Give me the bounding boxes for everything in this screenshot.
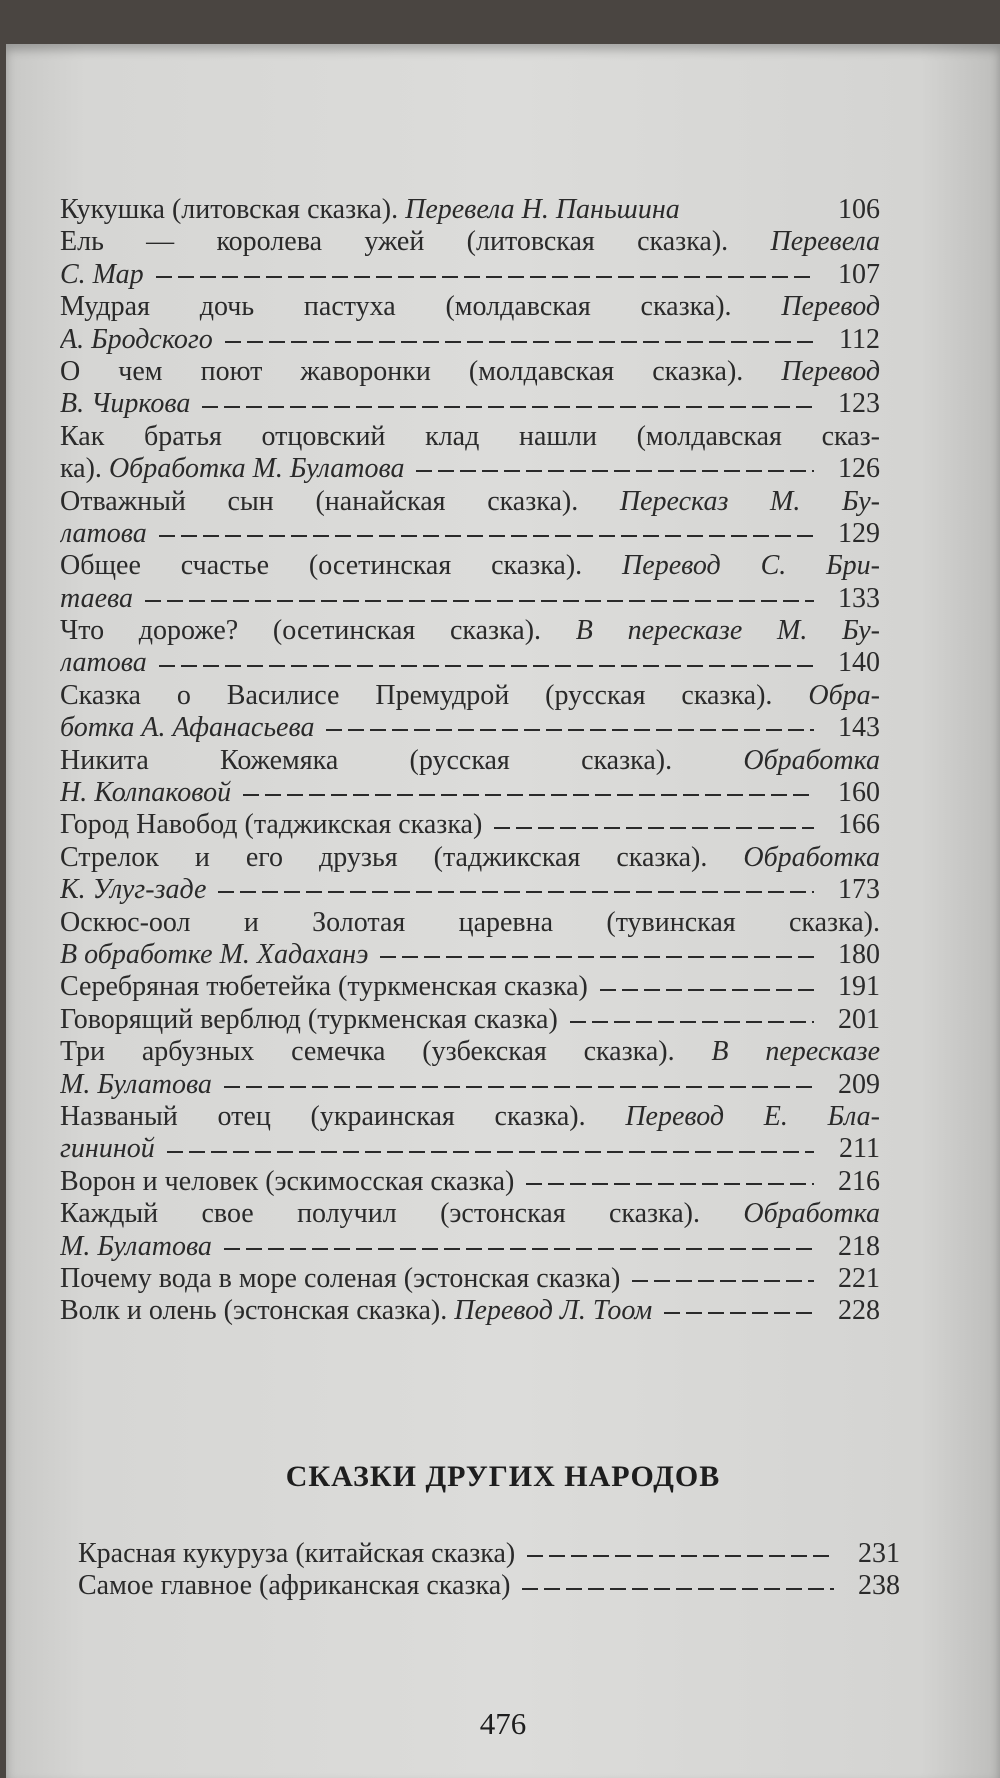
entry-title: Самое главное (африканская сказка) (78, 1570, 511, 1602)
toc-entry-text (60, 939, 368, 971)
toc-entry-text (60, 1198, 880, 1230)
dot-leader (526, 1183, 814, 1185)
entry-credit-cont: М. Булатова (60, 1230, 212, 1262)
entry-title: Как братья отцовский клад нашли (молдавская сказ- (60, 420, 880, 452)
toc-entry (60, 194, 880, 226)
toc-entry (78, 1570, 900, 1602)
entry-credit: Перевод (731, 291, 880, 323)
entry-title: Каждый свое получил (эстонская сказка). (60, 1198, 700, 1230)
page-ref: 129 (838, 517, 880, 549)
entry-credit-cont: А. Бродского (60, 323, 213, 355)
entry-credit: Обработка (700, 1198, 880, 1230)
dot-leader (156, 276, 814, 278)
toc-entry (60, 1263, 880, 1295)
toc-entry-line (60, 777, 880, 809)
toc-entry-line (60, 1069, 880, 1101)
toc-entry-line (60, 647, 880, 679)
entry-credit: Перевод (743, 355, 880, 387)
entry-title: Что дороже? (осетинская сказка). (60, 615, 542, 647)
toc-entry-text (60, 1166, 514, 1198)
dot-leader (145, 600, 814, 602)
toc-entry-line (60, 939, 880, 971)
toc-entry-text (60, 1133, 155, 1165)
entry-credit-cont: таева (60, 582, 133, 614)
toc-entry-line (60, 291, 880, 323)
toc-entry (78, 1538, 900, 1570)
entry-credit: Пересказ М. Бу- (578, 485, 880, 517)
toc-entry (60, 809, 880, 841)
toc-entry-line (60, 907, 880, 939)
entry-credit: Обработка (672, 744, 880, 776)
toc-entry-line (60, 874, 880, 906)
toc-entry-text (78, 1570, 510, 1602)
entry-title: Три арбузных семечка (узбекская сказка). (60, 1036, 675, 1068)
toc-entry-line (60, 486, 880, 518)
page-ref: 228 (838, 1295, 880, 1327)
toc-entry-line (60, 453, 880, 485)
entry-credit: Перевела (728, 226, 880, 258)
entry-credit: Перевод Е. Бла- (585, 1100, 880, 1132)
page-ref: 107 (838, 258, 880, 290)
toc-entry-line (60, 518, 880, 550)
dot-leader (570, 1021, 814, 1023)
page-ref: 166 (838, 809, 880, 841)
toc-entry-line (60, 1036, 880, 1068)
toc-entry (60, 1295, 880, 1327)
toc-entry-text (60, 777, 231, 809)
page-ref: 123 (838, 388, 880, 420)
toc-entry-text (60, 259, 144, 291)
entry-credit: Обработка (707, 841, 880, 873)
dot-leader (243, 794, 814, 796)
entry-title: Мудрая дочь пастуха (молдавская сказка). (60, 291, 732, 323)
toc-entry-line (60, 550, 880, 582)
toc-entry-text (60, 1263, 620, 1295)
toc-entry (60, 1166, 880, 1198)
toc-entry-line (60, 388, 880, 420)
entry-credit: В пересказе (674, 1036, 880, 1068)
page-ref: 209 (838, 1068, 880, 1100)
page-ref: 133 (838, 582, 880, 614)
entry-credit-cont: К. Улуг-заде (60, 874, 207, 906)
toc-entry-text (78, 1538, 515, 1570)
dot-leader (202, 406, 814, 408)
page-ref: 173 (838, 874, 880, 906)
dot-leader (224, 1248, 814, 1250)
entry-title: Почему вода в море соленая (эстонская сказка) (60, 1262, 621, 1294)
toc-entry-text (60, 453, 404, 485)
page-ref: 112 (839, 323, 880, 355)
entry-credit-cont: латова (60, 647, 147, 679)
toc-entry-line (60, 1231, 880, 1263)
toc-entry-text (60, 388, 190, 420)
dot-leader (664, 1312, 814, 1314)
table-of-contents-other-peoples (78, 1538, 900, 1603)
page-ref: 218 (838, 1230, 880, 1262)
entry-credit-cont: М. Булатова (60, 1068, 212, 1100)
entry-credit-cont: С. Мар (60, 258, 144, 290)
entry-title: Говорящий верблюд (туркменская сказка) (60, 1003, 558, 1035)
entry-credit-cont: гининой (60, 1133, 155, 1165)
toc-entry (60, 971, 880, 1003)
toc-entry (60, 1004, 880, 1036)
entry-title: Общее счастье (осетинская сказка). (60, 550, 583, 582)
page-ref: 180 (838, 938, 880, 970)
dot-leader (527, 1555, 834, 1557)
toc-entry-text (60, 583, 133, 615)
toc-entry-text (60, 291, 880, 323)
dot-leader (167, 1151, 814, 1153)
toc-entry-text (60, 550, 880, 582)
page-ref: 126 (838, 453, 880, 485)
dot-leader (522, 1588, 834, 1590)
toc-entry-text (60, 1069, 212, 1101)
toc-entry-line (60, 324, 880, 356)
dot-leader (380, 956, 814, 958)
dot-leader (600, 989, 814, 991)
toc-entry-text (60, 486, 880, 518)
page-ref: 140 (838, 647, 880, 679)
entry-credit: Перевод С. Бри- (582, 550, 880, 582)
dot-leader (218, 891, 814, 893)
toc-entry-text (60, 615, 880, 647)
page-ref: 143 (838, 712, 880, 744)
toc-entry-text (60, 356, 880, 388)
entry-title: Волк и олень (эстонская сказка). (60, 1295, 448, 1327)
toc-entry-line (60, 583, 880, 615)
toc-entry-text (60, 226, 880, 258)
toc-entry-text (60, 971, 588, 1003)
entry-title: Оскюс-оол и Золотая царевна (тувинская сказка). (60, 906, 880, 938)
entry-credit: Перевела Н. Паньшина (398, 194, 680, 225)
page-ref: 216 (838, 1165, 880, 1197)
toc-entry-line (60, 712, 880, 744)
toc-entry-text (60, 1295, 652, 1327)
entry-credit-cont: В. Чиркова (60, 388, 191, 420)
dot-leader (326, 729, 814, 731)
page-ref: 211 (839, 1133, 880, 1165)
entry-title: Ель — королева ужей (литовская сказка). (60, 226, 729, 258)
toc-entry-text (60, 745, 880, 777)
toc-entry-line (60, 745, 880, 777)
entry-credit-cont: В обработке М. Хадаханэ (60, 938, 369, 970)
entry-credit-cont: ботка А. Афанасьева (60, 712, 315, 744)
book-page (6, 44, 1000, 1778)
dot-leader (159, 665, 814, 667)
entry-title: Отважный сын (нанайская сказка). (60, 485, 579, 517)
entry-credit: Перевод Л. Тоом (447, 1295, 653, 1327)
entry-title: Названый отец (украинская сказка). (60, 1100, 586, 1132)
toc-entry-line (60, 1101, 880, 1133)
entry-title: Ворон и человек (эскимосская сказка) (60, 1165, 515, 1197)
page-ref: 106 (838, 194, 880, 225)
toc-entry-line (60, 259, 880, 291)
toc-entry-text (60, 842, 880, 874)
toc-entry-text (60, 194, 680, 226)
toc-entry-line (60, 356, 880, 388)
toc-entry-line (60, 842, 880, 874)
entry-credit-cont: латова (60, 517, 147, 549)
entry-credit: В пересказе М. Бу- (541, 615, 880, 647)
toc-entry-text (60, 421, 880, 453)
page-ref: 201 (838, 1003, 880, 1035)
toc-entry-text (60, 874, 206, 906)
entry-credit-cont: Н. Колпаковой (60, 777, 232, 809)
toc-entry-text (60, 647, 147, 679)
entry-title: Город Навобод (таджикская сказка) (60, 809, 483, 841)
dot-leader (224, 1086, 814, 1088)
page-number: 476 (479, 1706, 527, 1741)
toc-entry-text (60, 518, 147, 550)
toc-entry-text (60, 907, 880, 939)
dot-leader (632, 1280, 814, 1282)
table-of-contents (60, 194, 880, 1328)
page-ref: 191 (838, 971, 880, 1003)
toc-entry-line (60, 226, 880, 258)
entry-title: Кукушка (литовская сказка). (60, 194, 399, 225)
page-ref: 238 (858, 1570, 900, 1602)
toc-entry-text (60, 1004, 558, 1036)
page-ref: 160 (838, 777, 880, 809)
dot-leader (225, 341, 814, 343)
toc-entry-text (60, 1036, 880, 1068)
toc-entry-text (60, 809, 482, 841)
entry-title: О чем поют жаворонки (молдавская сказка). (60, 355, 744, 387)
toc-entry-text (60, 1101, 880, 1133)
page-ref: 231 (858, 1538, 900, 1569)
entry-title: Сказка о Василисе Премудрой (русская сказка). (60, 679, 773, 711)
toc-entry-line (60, 1198, 880, 1230)
entry-title-cont: ка). (60, 453, 102, 485)
toc-entry-text (60, 712, 314, 744)
toc-entry-line (60, 680, 880, 712)
toc-entry-line (60, 421, 880, 453)
entry-title: Красная кукуруза (китайская сказка) (78, 1538, 516, 1569)
entry-title: Стрелок и его друзья (таджикская сказка). (60, 841, 708, 873)
toc-entry-text (60, 680, 880, 712)
dot-leader (159, 535, 814, 537)
toc-entry-line (60, 1133, 880, 1165)
entry-title: Серебряная тюбетейка (туркменская сказка) (60, 971, 588, 1003)
toc-entry-line (60, 615, 880, 647)
toc-entry-text (60, 1231, 212, 1263)
dot-leader (416, 470, 814, 472)
dot-leader (494, 827, 814, 829)
entry-credit: Обра- (772, 679, 880, 711)
section-heading: СКАЗКИ ДРУГИХ НАРОДОВ (285, 1460, 721, 1493)
page-ref: 221 (838, 1262, 880, 1294)
toc-entry-text (60, 324, 213, 356)
entry-credit-cont: Обработка М. Булатова (101, 453, 405, 485)
entry-title: Никита Кожемяка (русская сказка). (60, 744, 673, 776)
